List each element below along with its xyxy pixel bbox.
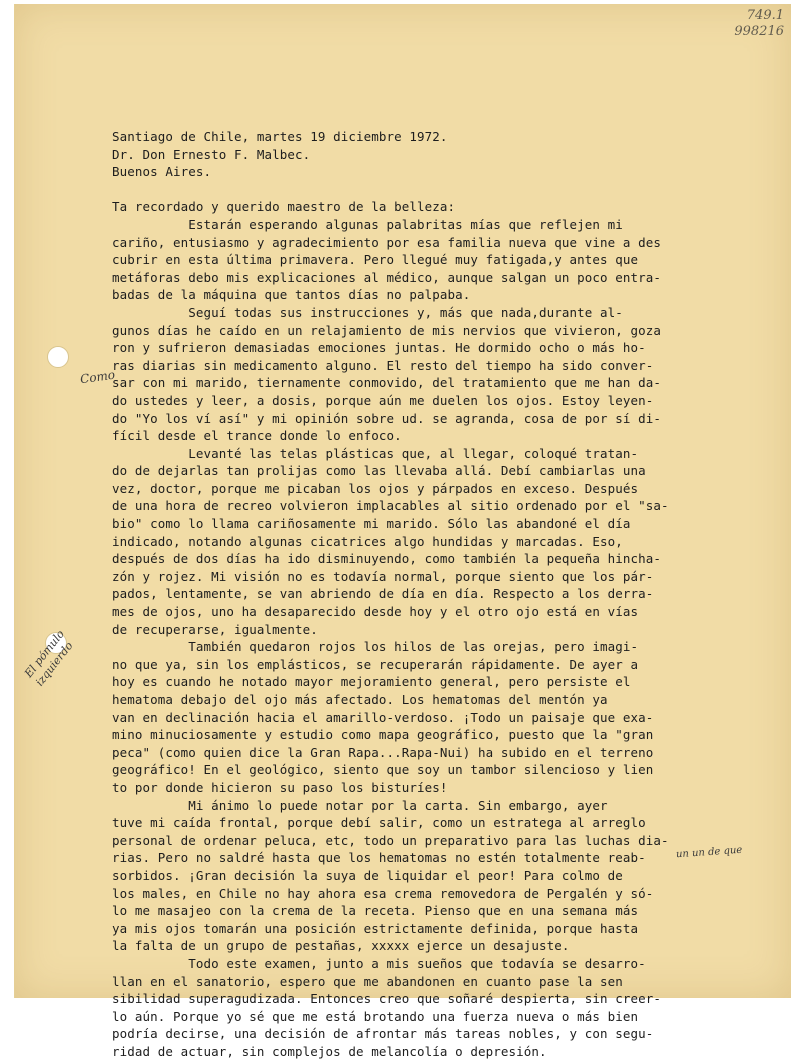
letter-line: do ustedes y leer, a dosis, porque aún me duelen los ojos. Estoy leyen- — [112, 392, 654, 408]
punch-hole — [47, 346, 69, 368]
letter-line: podría decirse, una decisión de afrontar más tareas nobles, y con segu- — [112, 1026, 654, 1042]
letter-line: lo me masajeo con la crema de la receta. Pienso que en una semana más — [112, 903, 639, 919]
letter-line: to por donde hicieron su paso los bisturíes! — [112, 779, 448, 795]
letter-line: de recuperarse, igualmente. — [112, 621, 318, 637]
letter-line: fícil desde el trance donde lo enfoco. — [112, 428, 402, 444]
letter-line: sar con mi marido, tiernamente conmovido, del tratamiento que me han da- — [112, 375, 662, 391]
letter-line: vez, doctor, porque me picaban los ojos y párpados en exceso. Después — [112, 480, 639, 496]
letter-line: ron y sufrieron demasiadas emociones juntas. He dormido ocho o más ho- — [112, 340, 646, 356]
letter-line: badas de la máquina que tantos días no palpaba. — [112, 287, 471, 303]
archive-number: 749.1 — [746, 8, 784, 23]
letter-line: después de dos días ha ido disminuyendo, como también la pequeña hincha- — [112, 551, 662, 567]
letter-line: Todo este examen, junto a mis sueños que todavía se desarro- — [112, 955, 646, 971]
letter-line: do de dejarlas tan prolijas como las llevaba allá. Debí cambiarlas una — [112, 463, 646, 479]
letter-line: la falta de un grupo de pestañas, xxxxx ejerce un desajuste. — [112, 938, 570, 954]
letter-line: gunos días he caído en un relajamiento de mis nervios que vivieron, goza — [112, 322, 662, 338]
letter-line: sorbidos. ¡Gran decisión la suya de liquidar el peor! Para colmo de — [112, 867, 623, 883]
letter-line: van en declinación hacia el amarillo-verdoso. ¡Todo un paisaje que exa- — [112, 709, 654, 725]
margin-note-left: Como — [79, 367, 116, 387]
margin-note-end-line: un un de que — [675, 844, 743, 861]
letter-line: Levanté las telas plásticas que, al llegar, coloqué tratan- — [112, 445, 639, 461]
letter-line: ras diarias sin medicamento alguno. El resto del tiempo ha sido conver- — [112, 357, 654, 373]
archive-marks — [704, 8, 784, 40]
letter-line: lo aún. Porque yo sé que me está brotando una fuerza nueva o más bien — [112, 1008, 639, 1024]
letter-line: Estarán esperando algunas palabritas mías que reflejen mi — [112, 216, 623, 232]
letter-line: los males, en Chile no hay ahora esa crema removedora de Pergalén y só- — [112, 885, 654, 901]
letter-line: peca" (como quien dice la Gran Rapa...Rapa-Nui) ha subido en el terreno — [112, 744, 654, 760]
letter-line: tuve mi caída frontal, porque debí salir, como un estratega al arreglo — [112, 815, 646, 831]
letter-line: También quedaron rojos los hilos de las orejas, pero imagi- — [112, 639, 639, 655]
letter-line: ridad de actuar, sin complejos de melancolía o depresión. — [112, 1043, 547, 1059]
letter-line: hoy es cuando he notado mayor mejoramiento general, pero persiste el — [112, 674, 631, 690]
letter-line: do "Yo los ví así" y mi opinión sobre ud. se agranda, cosa de por sí di- — [112, 410, 662, 426]
letter-line: llan en el sanatorio, espero que me abandonen en cuanto pase la sen — [112, 973, 623, 989]
letter-line: indicado, notando algunas cicatrices algo hundidas y marcadas. Eso, — [112, 533, 623, 549]
letter-line: Dr. Don Ernesto F. Malbec. — [112, 146, 311, 162]
letter-line: mes de ojos, uno ha desaparecido desde hoy y el otro ojo está en vías — [112, 604, 639, 620]
letter-line: Buenos Aires. — [112, 164, 212, 180]
letter-line: bio" como lo llama cariñosamente mi marido. Sólo las abandoné el día — [112, 516, 631, 532]
letter-line: hematoma debajo del ojo más afectado. Los hematomas del mentón ya — [112, 692, 608, 707]
letter-line: sibilidad superagudizada. Entonces creo que soñaré despierta, sin creer- — [112, 991, 662, 1007]
letter-line: zón y rojez. Mi visión no es todavía normal, porque siento que los pár- — [112, 568, 654, 584]
letter-body — [112, 128, 780, 1060]
archive-id: 998216 — [734, 24, 784, 39]
letter-line: de una hora de recreo volvieron implacables al sitio ordenado por el "sa- — [112, 498, 669, 514]
letter-line — [112, 181, 780, 199]
letter-line: cariño, entusiasmo y agradecimiento por esa familia nueva que vine a des — [112, 234, 662, 250]
letter-line: geográfico! En el geológico, siento que soy un tambor silencioso y lien — [112, 762, 654, 778]
letter-line: no que ya, sin los emplásticos, se recuperarán rápidamente. De ayer a — [112, 656, 639, 672]
letter-line: rias. Pero no saldré hasta que los hematomas no estén totalmente reab- — [112, 850, 646, 866]
letter-line: ya mis ojos tomarán una posición estrictamente definida, porque hasta — [112, 920, 639, 936]
letter-line: Mi ánimo lo puede notar por la carta. Sin embargo, ayer — [112, 797, 608, 813]
letter-line: personal de ordenar peluca, etc, todo un preparativo para las luchas dia- — [112, 832, 669, 848]
letter-line: Santiago de Chile, martes 19 diciembre 1972. — [112, 129, 448, 144]
letter-line: Seguí todas sus instrucciones y, más que nada,durante al- — [112, 304, 623, 320]
letter-line: metáforas debo mis explicaciones al médico, aunque salgan un poco entra- — [112, 269, 662, 285]
letter-line: Ta recordado y querido maestro de la belleza: — [112, 199, 456, 215]
letter-line: pados, lentamente, se van abriendo de día en día. Respecto a los derra- — [112, 586, 654, 602]
margin-note-vertical: El pómulo izquierdo — [22, 627, 76, 689]
letter-line: cubrir en esta última primavera. Pero llegué muy fatigada,y antes que — [112, 252, 639, 268]
letter-line: mino minuciosamente y estudio como mapa geográfico, puesto que la "gran — [112, 727, 654, 743]
